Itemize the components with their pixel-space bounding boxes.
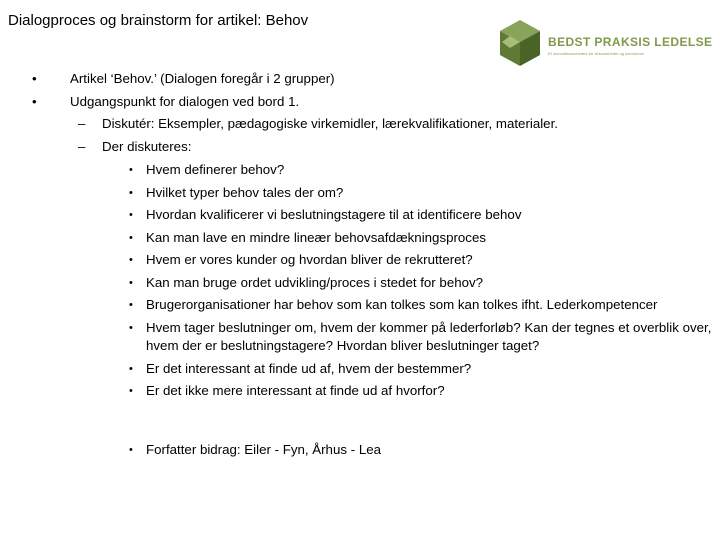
cube-logo-icon <box>496 18 544 70</box>
list-item <box>0 206 720 225</box>
list-item-text: Hvem er vores kunder og hvordan bliver de rekrutteret? <box>146 252 473 267</box>
bullet-marker: • <box>129 443 133 456</box>
list-item-text: Forfatter bidrag: Eiler - Fyn, Århus - Lea <box>146 441 382 457</box>
bullet-marker: • <box>129 164 133 176</box>
list-item-text: Hvem definerer behov? <box>146 162 285 177</box>
list-item-text: Kan man lave en mindre lineær behovsafdækningsproces <box>146 229 486 245</box>
list-item-text: Hvem tager beslutninger om, hvem der kommer på lederforløb? Kan der tegnes et overblik over, hvem der er beslutningstagere? Hvordan bliver beslutninger taget? <box>146 319 712 353</box>
page-title: Dialogproces og brainstorm for artikel: Behov <box>8 12 309 29</box>
list-item <box>0 360 720 379</box>
bullet-marker: • <box>32 71 37 86</box>
logo-name: BEDST PRAKSIS LEDELSE <box>548 35 713 49</box>
list-item <box>0 136 720 159</box>
list-item-text: Er det ikke mere interessant at finde ud af hvorfor? <box>146 383 445 398</box>
logo <box>496 18 713 70</box>
list-item <box>0 251 720 270</box>
list-item-text: Artikel ‘Behov.’ (Dialogen foregår i 2 grupper) <box>70 71 335 86</box>
list-item <box>0 68 720 91</box>
list-item <box>0 184 720 203</box>
bullet-marker: • <box>129 276 133 289</box>
list-item-text: Er det interessant at finde ud af, hvem der bestemmer? <box>146 360 472 376</box>
list-item <box>0 382 720 401</box>
bullet-marker: • <box>129 362 133 375</box>
list-item <box>0 296 720 315</box>
list-item-text: Der diskuteres: <box>102 138 192 154</box>
bullet-marker: • <box>129 321 133 334</box>
bullet-marker: • <box>129 186 133 199</box>
list-item <box>0 229 720 248</box>
list-item-text: Hvilket typer behov tales der om? <box>146 184 344 200</box>
list-item-text: Hvordan kvalificerer vi beslutningstagere til at identificere behov <box>146 207 522 222</box>
bullet-marker: • <box>129 231 133 244</box>
list-item <box>0 91 720 114</box>
list-item-text: Kan man bruge ordet udvikling/proces i stedet for behov? <box>146 274 484 290</box>
dash-marker: – <box>78 138 86 154</box>
bullet-marker: • <box>32 93 37 109</box>
bullet-marker: • <box>129 299 133 311</box>
bullet-marker: • <box>129 209 133 221</box>
logo-tagline: Et innovationsnetværk for virksomheder og kommuner <box>548 51 645 56</box>
list-item <box>0 319 720 356</box>
dash-marker: – <box>78 116 86 131</box>
bullet-list <box>0 68 720 463</box>
list-item-text: Diskutér: Eksempler, pædagogiske virkemidler, lærekvalifikationer, materialer. <box>102 116 558 131</box>
list-item-text: Udgangspunkt for dialogen ved bord 1. <box>70 93 300 109</box>
list-item <box>0 113 720 136</box>
list-item <box>0 161 720 180</box>
list-item <box>0 274 720 293</box>
list-item <box>0 441 720 460</box>
bullet-marker: • <box>129 385 133 397</box>
list-item-text: Brugerorganisationer har behov som kan tolkes som kan tolkes ifht. Lederkompetencer <box>146 297 658 312</box>
bullet-marker: • <box>129 254 133 266</box>
